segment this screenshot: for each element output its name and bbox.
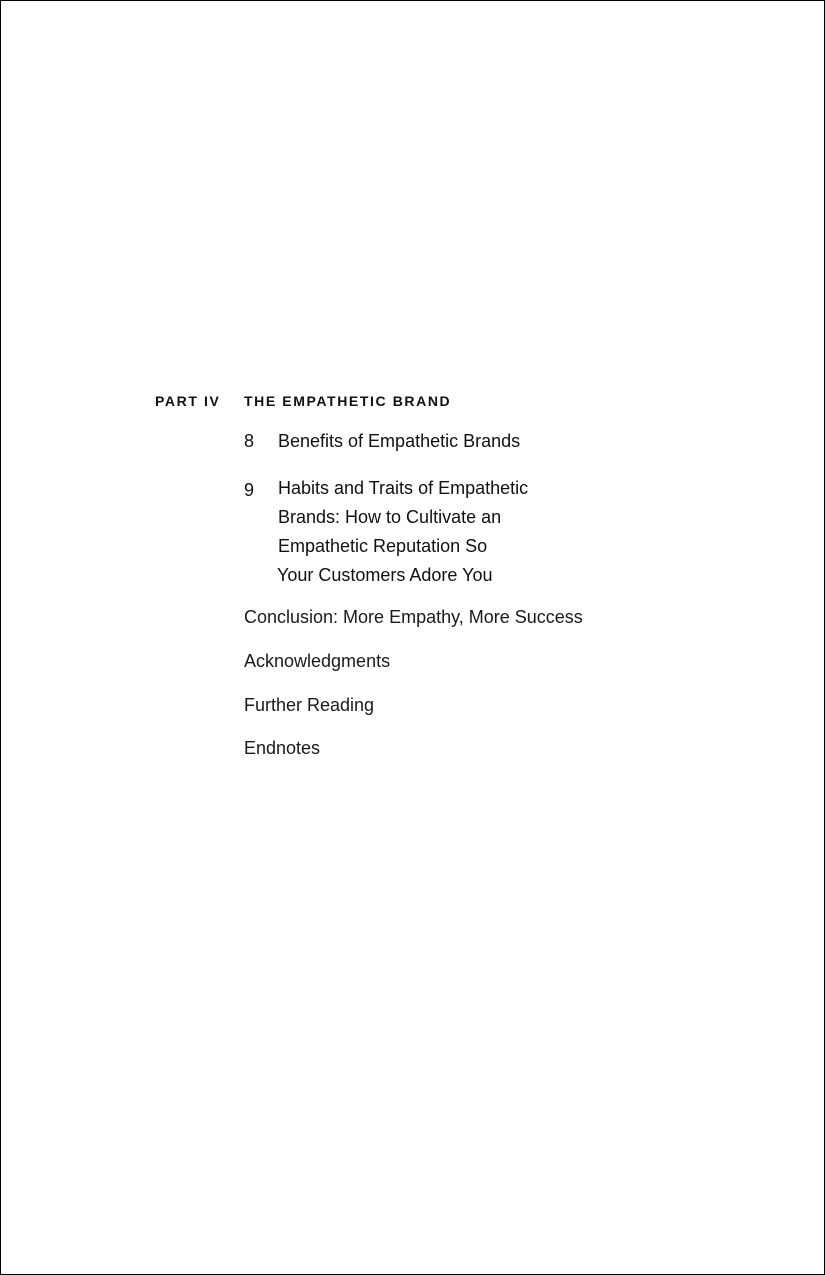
part-title: THE EMPATHETIC BRAND bbox=[244, 393, 452, 409]
part-label: PART IV bbox=[155, 393, 221, 409]
part-heading bbox=[0, 393, 825, 413]
chapter-title bbox=[278, 427, 638, 456]
chapter-title-line: Empathetic Reputation So bbox=[278, 536, 488, 556]
chapter-title-line: Your Customers Adore You bbox=[277, 565, 493, 585]
chapter-title-line: Brands: How to Cultivate an bbox=[278, 507, 502, 527]
toc-entry-conclusion[interactable]: Conclusion: More Empathy, More Success bbox=[244, 607, 583, 627]
chapter-title-line: Habits and Traits of Empathetic bbox=[278, 478, 529, 498]
toc-entry-further-reading[interactable]: Further Reading bbox=[244, 695, 375, 715]
toc-entry-endnotes[interactable]: Endnotes bbox=[244, 738, 321, 758]
toc-entry-acknowledgments[interactable]: Acknowledgments bbox=[244, 651, 391, 671]
chapter-number: 9 bbox=[244, 480, 255, 500]
chapter-title bbox=[278, 474, 638, 590]
chapter-title-line: Benefits of Empathetic Brands bbox=[278, 431, 521, 451]
chapter-number: 8 bbox=[244, 431, 255, 451]
